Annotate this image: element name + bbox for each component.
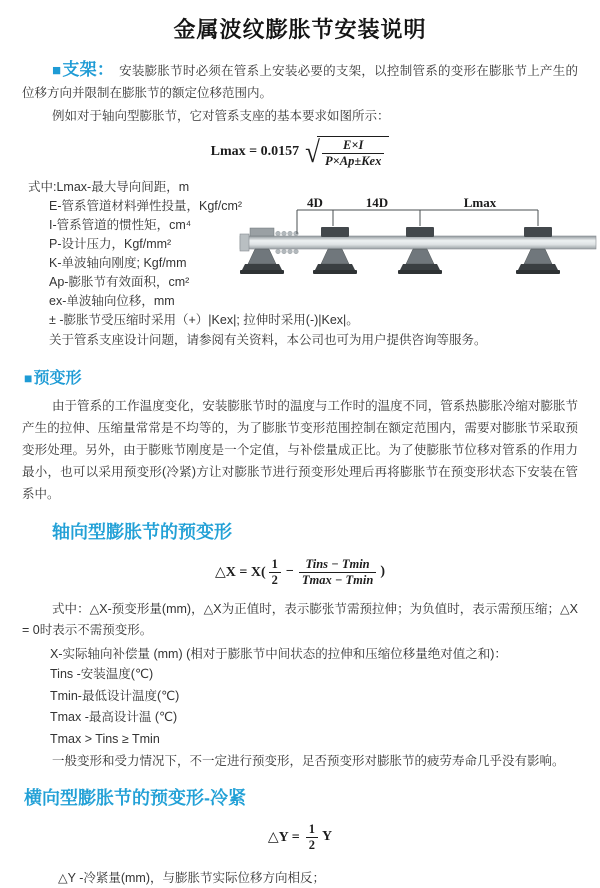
- temperature-fraction: [299, 557, 376, 587]
- axial-subheading: 轴向型膨胀节的预变形: [52, 522, 232, 542]
- definition-item: K-单波轴向刚度; Kgf/mm: [49, 256, 187, 270]
- half-numerator: 1: [271, 557, 278, 572]
- lateral-formula-lhs: △Y =: [267, 829, 300, 845]
- sqrt-body: [317, 136, 389, 168]
- dim-label-4d: 4D: [307, 195, 323, 210]
- lateral-half-numerator: 1: [308, 822, 315, 837]
- axial-note-line: 一般变形和受力情况下，不一定进行预变形，足否预变形对膨胀节的疲劳寿命几乎没有影响。: [52, 754, 565, 768]
- predeform-paragraph: 由于管系的工作温度变化，安装膨胀节时的温度与工作时的温度不同，管系热膨胀冷缩对膨胀节产生的拉伸、压缩量常常是不均等的，为了膨胀节变形范围控制在额定范围内，需要对膨胀节采取预变形处理。另外，由于膨账节刚度是一个定值，与补偿量成正比。为了使膨胀节位移对管系的作用力最小，也可以采用预变形(冷紧)方让对膨胀节进行预变形处理后再将膨胀节在预变形状态下安装在管系中。: [22, 399, 578, 501]
- lateral-subheading: 横向型膨胀节的预变形-冷紧: [24, 788, 246, 808]
- dim-label-14d: 14D: [365, 195, 389, 210]
- sqrt-sign-icon: √: [305, 134, 320, 169]
- lateral-formula-rhs: Y: [321, 829, 333, 844]
- support-section-heading: 支架：: [62, 60, 115, 79]
- definition-item: E-管系管道材料弹性投量，Kgf/cm²: [49, 199, 243, 213]
- definition-item: 式中:Lmax-最大导向间距，m: [28, 180, 190, 194]
- lateral-half-fraction: [306, 822, 318, 852]
- definition-item: I-管系管道的惯性矩，cm⁴: [49, 218, 192, 232]
- half-fraction: [269, 557, 281, 587]
- pipe-support: [398, 227, 442, 274]
- dim-label-lmax: Lmax: [463, 195, 497, 210]
- pipe-support: [313, 227, 357, 274]
- pipe: [240, 236, 596, 249]
- definition-item: Ap-膨胀节有效面积，cm²: [49, 275, 190, 289]
- support-spacing-diagram: [240, 196, 596, 288]
- definition-item: ex-单波轴向位移，mm: [49, 294, 175, 308]
- plusminus-note: ± -膨胀节受压缩时采用（+）|Kex|; 拉伸时采用(-)|Kex|。: [49, 313, 359, 327]
- temperature-denominator: Tmax − Tmin: [299, 572, 376, 587]
- temp-definition-line: Tmin-最低设计温度(℃): [50, 688, 180, 703]
- page-title: 金属波纹膨胀节安装说明: [173, 17, 427, 42]
- lateral-half-denominator: 2: [306, 837, 318, 852]
- predeform-section-heading: [24, 365, 600, 388]
- temp-definition-line: Tmax -最高设计温 (℃): [50, 710, 178, 724]
- definition-item: P-设计压力，Kgf/mm²: [49, 237, 172, 251]
- axial-explain-paragraph: 式中：△X-预变形量(mm)，△X为正值时，表示膨张节需预拉伸；为负值时，表示需预压缩；△X = 0时表示不需预变形。: [22, 602, 578, 637]
- lmax-fraction: [322, 138, 384, 168]
- section-square-icon: ■: [24, 370, 33, 386]
- support-example-line: 例如对于轴向型膨胀节，它对管系支座的基本要求如图所示：: [52, 109, 390, 123]
- lmax-fraction-numerator: E×I: [342, 138, 364, 153]
- lmax-fraction-denominator: P×Ap±Kex: [322, 153, 384, 168]
- support-intro-text: 安装膨胀节时必须在管系上安装必要的支架，以控制管系的变形在膨胀节上产生的位移方向并限制在膨胀节的额定位移范围内。: [22, 64, 578, 100]
- temperature-numerator: Tins − Tmin: [305, 557, 370, 572]
- axial-formula-rhs: ): [380, 564, 385, 579]
- lateral-note-line: △Y -冷紧量(mm)，与膨胀节实际位移方向相反；: [58, 871, 326, 885]
- consult-note: 关于管系支座设计问题，请参阅有关资料，本公司也可为用户提供咨询等服务。: [49, 333, 487, 347]
- predeform-heading-text: 预变形: [33, 370, 82, 387]
- sqrt-radical: [305, 136, 389, 168]
- axial-formula: [0, 554, 600, 590]
- temp-definition-line: Tins -安装温度(℃): [50, 667, 154, 681]
- lateral-formula: [0, 821, 600, 853]
- pipe-end-cap: [240, 234, 249, 251]
- support-paragraph: [22, 59, 578, 104]
- lmax-formula: [0, 134, 600, 170]
- half-denominator: 2: [269, 572, 281, 587]
- axial-formula-lhs: △X = X(: [214, 564, 266, 580]
- x-definition-line: X-实际轴向补偿量 (mm) (相对于膨胀节中间状态的拉伸和压缩位移量绝对值之和)：: [50, 647, 507, 661]
- temp-inequality-line: Tmax > Tins ≥ Tmin: [50, 731, 160, 746]
- section-square-icon: ■: [52, 62, 62, 79]
- minus-operator: −: [285, 564, 294, 579]
- lmax-formula-lhs: Lmax = 0.0157: [210, 144, 300, 159]
- pipe-support: [516, 227, 560, 274]
